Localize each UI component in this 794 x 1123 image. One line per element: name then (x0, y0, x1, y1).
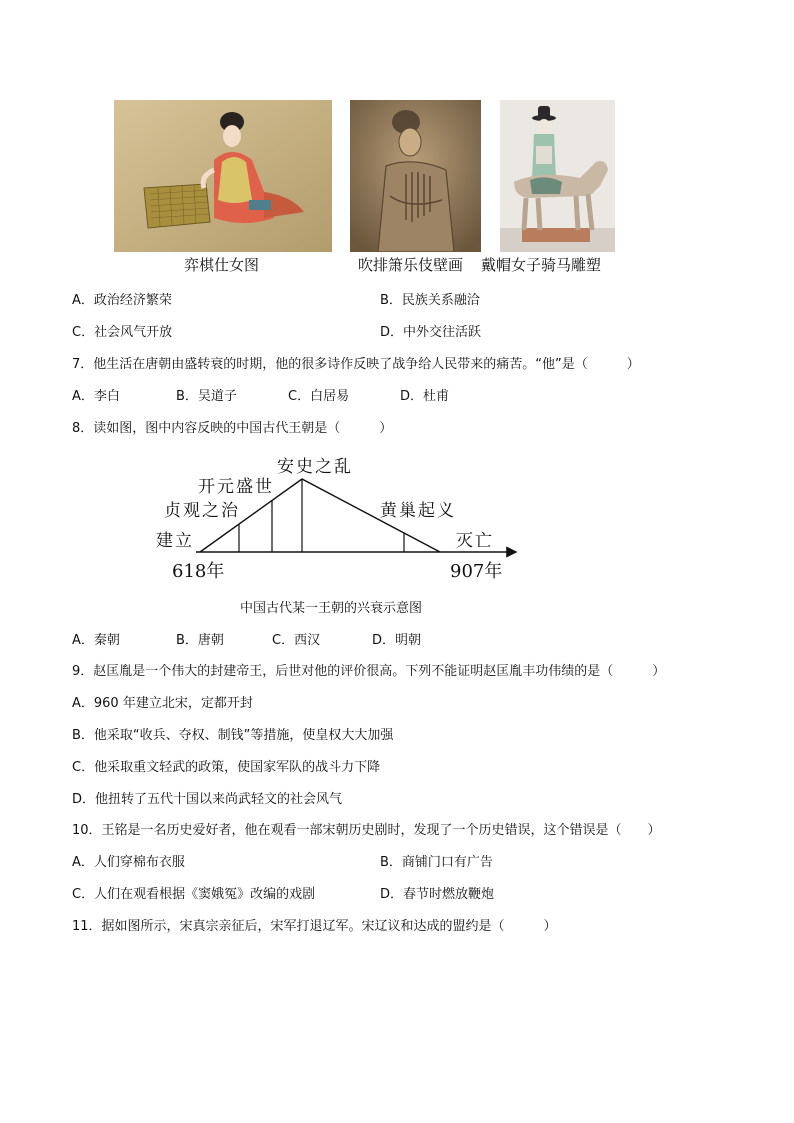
q7-option-a[interactable]: A．李白 (72, 389, 120, 404)
sculpture-hatted-woman-on-horse-image (500, 100, 615, 252)
q7-option-c[interactable]: C．白居易 (288, 389, 350, 404)
q8-option-a[interactable]: A．秦朝 (72, 633, 120, 648)
q10-option-c[interactable]: C．人们在观看根据《窦娥冤》改编的戏剧 (72, 887, 316, 902)
q9-stem: 9．赵匡胤是一个伟大的封建帝王，后世对他的评价很高。下列不能证明赵匡胤丰功伟绩的是（ ） (72, 664, 666, 679)
label-fall: 灭亡 (456, 531, 494, 551)
q10-option-a[interactable]: A．人们穿棉布衣服 (72, 855, 185, 870)
q9-option-c[interactable]: C．他采取重文轻武的政策，使国家军队的战斗力下降 (72, 760, 381, 775)
q9-option-d[interactable]: D．他扭转了五代十国以来尚武轻文的社会风气 (72, 792, 343, 807)
label-end-year: 907年 (450, 561, 503, 582)
mural-panpipe-musician (350, 100, 481, 252)
mural-panpipe-musician-image (350, 100, 481, 252)
painting-weiqi-lady-image (114, 100, 332, 252)
q7-option-d[interactable]: D．杜甫 (400, 389, 450, 404)
q10-stem: 10．王铭是一名历史爱好者，他在观看一部宋朝历史剧时，发现了一个历史错误，这个错误是（ ） (72, 823, 661, 838)
q7-stem: 7．他生活在唐朝由盛转衰的时期，他的很多诗作反映了战争给人民带来的痛苦。“他”是（ ） (72, 357, 640, 372)
figure-caption-1: 弈棋仕女图 (184, 256, 260, 274)
label-start-year: 618年 (172, 561, 225, 582)
label-anshi: 安史之乱 (277, 457, 353, 477)
q11-stem: 11．据如图所示，宋真宗亲征后，宋军打退辽军。宋辽议和达成的盟约是（ ） (72, 919, 557, 934)
q6-option-c[interactable]: C．社会风气开放 (72, 325, 173, 340)
painting-weiqi-lady (114, 100, 332, 252)
q6-option-a[interactable]: A．政治经济繁荣 (72, 293, 172, 308)
label-founding: 建立 (156, 531, 194, 551)
dynasty-rise-fall-diagram (150, 448, 530, 588)
label-huangchao: 黄巢起义 (380, 501, 456, 521)
q7-option-b[interactable]: B．吴道子 (176, 389, 237, 404)
figure-caption-2: 吹排箫乐伎壁画 (358, 256, 464, 274)
q8-option-b[interactable]: B．唐朝 (176, 633, 224, 648)
q8-stem: 8．读如图，图中内容反映的中国古代王朝是（ ） (72, 421, 393, 436)
q6-option-b[interactable]: B．民族关系融洽 (380, 293, 480, 308)
q8-option-d[interactable]: D．明朝 (372, 633, 422, 648)
diagram-caption: 中国古代某一王朝的兴衰示意图 (240, 601, 423, 616)
q6-option-d[interactable]: D．中外交往活跃 (380, 325, 482, 340)
q9-option-a[interactable]: A．960 年建立北宋，定都开封 (72, 696, 253, 711)
sculpture-hatted-woman-on-horse (500, 100, 615, 252)
q10-option-d[interactable]: D．春节时燃放鞭炮 (380, 887, 495, 902)
figure-caption-3: 戴帽女子骑马雕塑 (481, 256, 602, 274)
q10-option-b[interactable]: B．商铺门口有广告 (380, 855, 493, 870)
q8-option-c[interactable]: C．西汉 (272, 633, 321, 648)
q9-option-b[interactable]: B．他采取“收兵、夺权、制钱”等措施，使皇权大大加强 (72, 728, 394, 743)
label-kaiyuan: 开元盛世 (198, 477, 274, 497)
label-zhenguan: 贞观之治 (164, 501, 240, 521)
